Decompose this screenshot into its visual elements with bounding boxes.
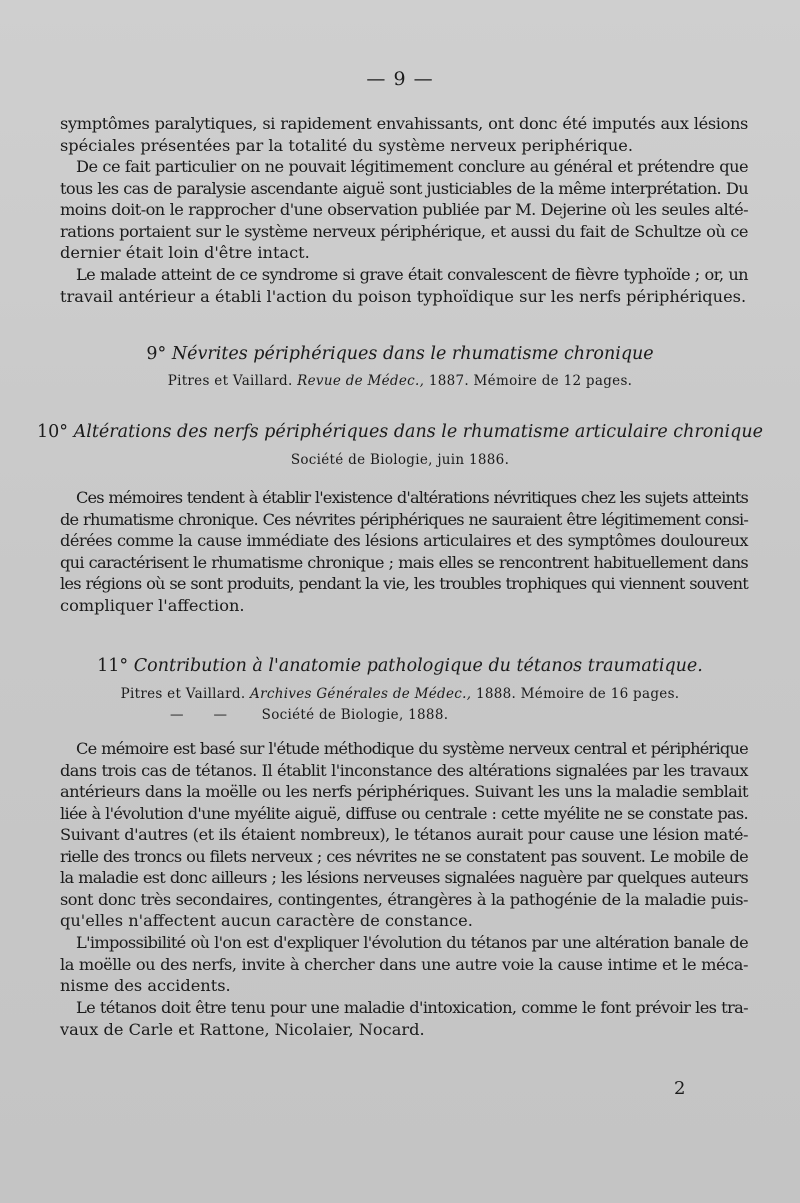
text-line: De ce fait particulier on ne pouvait légitimement conclure au général et prétendre que [76, 157, 748, 176]
section-number: 9° [146, 344, 167, 364]
text-line: vaux de Carle et Rattone, Nicolaier, Nocard. [60, 1019, 425, 1039]
text-line: Suivant d'autres (et ils étaient nombreux), le tétanos aurait pour cause une lésion maté- [60, 825, 748, 844]
signature-mark: 2 [674, 1078, 686, 1099]
reference-authors: Pitres et Vaillard. [120, 686, 246, 702]
section-title: Contribution à l'anatomie pathologique du tétanos traumatique. [133, 656, 703, 676]
text-line: Le malade atteint de ce syndrome si grave était convalescent de fièvre typhoïde ; or, un [76, 265, 748, 284]
text-line: Ce mémoire est basé sur l'étude méthodique du système nerveux central et périphérique [76, 739, 748, 758]
text-line: L'impossibilité où l'on est d'expliquer l'évolution du tétanos par une altération banale de [76, 933, 748, 952]
text-line: symptômes paralytiques, si rapidement envahissants, ont donc été imputés aux lésions [60, 114, 748, 133]
text-line: dernier était loin d'être intact. [60, 243, 310, 262]
text-line: qu'elles n'affectent aucun caractère de constance. [60, 911, 473, 930]
text-line: les régions où se sont produits, pendant la vie, les troubles trophiques qui viennent souvent [60, 574, 748, 593]
section-title: Altérations des nerfs périphériques dans le rhumatisme articulaire chronique [73, 422, 763, 442]
page-number: — 9 — [366, 68, 434, 90]
section-number: 11° [97, 656, 129, 676]
paragraph-7 [60, 997, 748, 1040]
text-line: Le tétanos doit être tenu pour une maladie d'intoxication, comme le font prévoir les tra- [76, 998, 748, 1017]
paragraph-1 [60, 113, 748, 156]
text-line: de rhumatisme chronique. Ces névrites périphériques ne sauraient être légitimement consi- [60, 509, 748, 529]
section-11-reference-1 [0, 686, 800, 702]
reference-journal: Archives Générales de Médec., [250, 686, 472, 702]
text-line: nisme des accidents. [60, 976, 231, 995]
text-line: Ces mémoires tendent à établir l'existence d'altérations névritiques chez les sujets atteints [76, 488, 748, 507]
paragraph-5 [60, 738, 748, 932]
text-line: rations portaient sur le système nerveux périphérique, et aussi du fait de Schultze où ce [60, 221, 748, 241]
text-line: dans trois cas de tétanos. Il établit l'inconstance des altérations signalées par les travaux [60, 760, 748, 780]
section-11-reference-2 [170, 707, 570, 723]
reference-details: 1887. Mémoire de 12 pages. [428, 373, 633, 389]
reference-details: 1888. Mémoire de 16 pages. [475, 686, 680, 702]
text-line: qui caractérisent le rhumatisme chronique ; mais elles se rencontrent habituellement dans [60, 552, 748, 572]
section-9-reference [0, 373, 800, 389]
reference-journal: Revue de Médec., [297, 373, 425, 389]
text-line: moins doit-on le rapprocher d'une observation publiée par M. Dejerine où les seules alté- [60, 200, 748, 219]
text-line: sont donc très secondaires, contingentes, étrangères à la pathogénie de la maladie puis- [60, 889, 748, 909]
paragraph-3 [60, 264, 748, 307]
paragraph-4 [60, 487, 748, 616]
section-title: Névrites périphériques dans le rhumatisme chronique [171, 344, 654, 364]
text-line: tous les cas de paralysie ascendante aiguë sont justiciables de la même interprétation. Du [60, 178, 748, 198]
section-10-reference: Société de Biologie, juin 1886. [290, 452, 510, 468]
section-9-heading [0, 344, 800, 364]
section-10-heading [0, 422, 800, 442]
text-line: rielle des troncs ou filets nerveux ; ces névrites ne se constatent pas souvent. Le mobile de [60, 846, 748, 866]
paragraph-2 [60, 156, 748, 264]
text-line: la moëlle ou des nerfs, invite à chercher dans une autre voie la cause intime et le méca- [60, 954, 748, 974]
text-line: dérées comme la cause immédiate des lésions articulaires et des symptômes douloureux [60, 531, 748, 550]
text-line: liée à l'évolution d'une myélite aiguë, diffuse ou centrale : cette myélite ne se constate pas. [60, 803, 748, 823]
section-11-heading [0, 656, 800, 676]
text-line: travail antérieur a établi l'action du poison typhoïdique sur les nerfs périphériques. [60, 286, 747, 306]
text-line: antérieurs dans la moëlle ou les nerfs périphériques. Suivant les uns la maladie semblait [60, 782, 748, 801]
reference-authors: Pitres et Vaillard. [167, 373, 293, 389]
text-line: la maladie est donc ailleurs ; les lésions nerveuses signalées naguère par quelques auteurs [60, 868, 748, 887]
text-line: spéciales présentées par la totalité du système nerveux periphérique. [60, 135, 633, 155]
reference-details: Société de Biologie, 1888. [261, 707, 449, 723]
section-number: 10° [37, 422, 69, 442]
text-line: compliquer l'affection. [60, 595, 245, 615]
ditto-dashes: — — [170, 707, 228, 723]
paragraph-6 [60, 932, 748, 997]
